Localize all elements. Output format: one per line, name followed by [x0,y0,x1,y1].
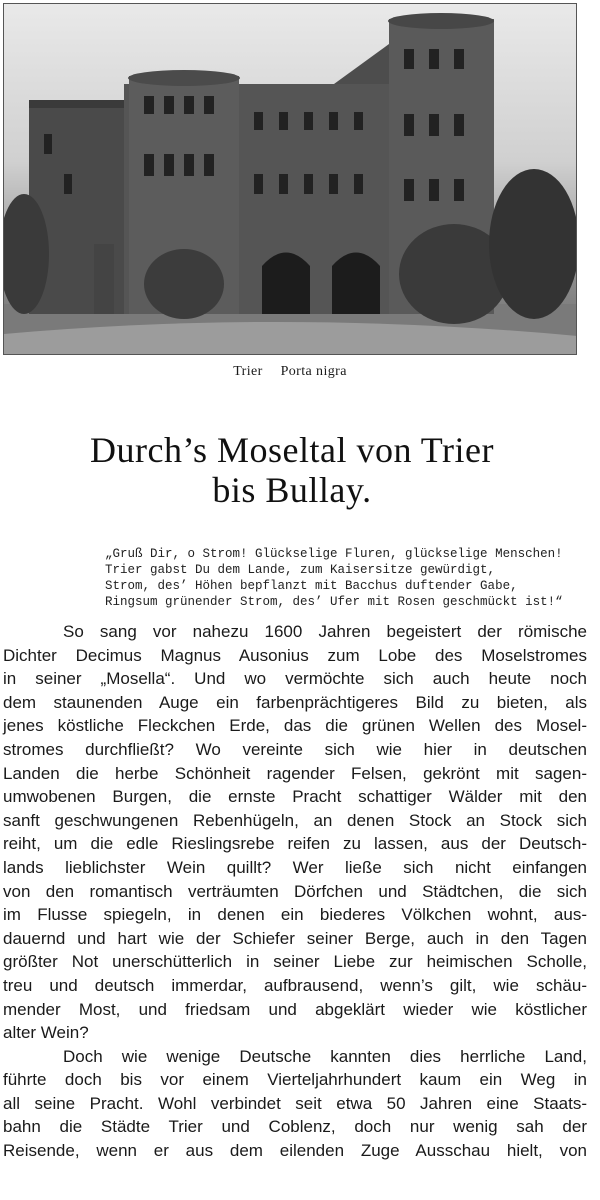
body-line: jenes köstliche Fleckchen Erde, das die grünen Wellen des Mosel- [3,716,587,736]
body-line: dem staunenden Auge ein farbenprächtigeres Bild zu bieten, als [3,692,587,712]
body-line: mender Most, und friedsam und abgeklärt wieder wie köstlicher [3,999,587,1019]
body-line: dauernd und hart wie der Schiefer seiner Berge, auch in den Tagen [3,928,587,948]
poem-line: Ringsum grünender Strom, des’ Ufer mit Rosen geschmückt ist!“ [105,595,563,609]
body-text [3,620,587,1163]
poem-line: „Gruß Dir, o Strom! Glückselige Fluren, glückselige Menschen! [105,547,563,561]
body-line: in seiner „Mosella“. Und wo vermöchte sich auch heute noch [3,669,587,689]
title-line: bis Bullay. [212,470,372,510]
body-line: So sang vor nahezu 1600 Jahren begeistert der römische [63,622,587,641]
caption-place: Trier [233,364,263,379]
body-line: Reisende, wenn er aus dem eilenden Zuge Ausschau hielt, von [3,1141,587,1161]
body-line: treu und deutsch immerdar, aufbrausend, wenn’s gilt, wie schäu- [3,975,587,995]
body-line: führte doch bis vor einem Vierteljahrhundert kaum ein Weg in [3,1070,587,1090]
body-line: umwobenen Burgen, die ernste Pracht schattiger Wälder mit den [3,787,587,807]
body-line: sanft geschwungenen Rebenhügeln, an denen Stock an Stock sich [3,810,587,830]
body-line: all seine Pracht. Wohl verbindet seit etwa 50 Jahren eine Staats- [3,1093,587,1113]
poem-line: Strom, des’ Höhen bepflanzt mit Bacchus duftender Gabe, [105,579,518,593]
body-line: bahn die Städte Trier und Coblenz, doch nur wenig sah der [3,1117,587,1137]
body-line: reiht, um die edle Rieslingsrebe reifen zu lassen, aus der Deutsch- [3,834,587,854]
body-line: Dichter Decimus Magnus Ausonius zum Lobe des Moselstromes [3,645,587,665]
poem-line: Trier gabst Du dem Lande, zum Kaisersitze gewürdigt, [105,563,496,577]
body-line: lands lieblichster Wein quillt? Wer ließe sich nicht einfangen [3,857,587,877]
body-line: stromes durchfließt? Wo vereinte sich wie hier in deutschen [3,739,587,759]
body-line: alter Wein? [3,1023,89,1043]
poem-quote [105,546,595,610]
caption-subject: Porta nigra [280,364,347,379]
porta-nigra-photo [3,3,577,355]
body-line: Doch wie wenige Deutsche kannten dies herrliche Land, [63,1046,587,1066]
page-title [0,430,584,510]
body-line: von den romantisch verträumten Dörfchen und Städtchen, die sich [3,881,587,901]
title-line: Durch’s Moseltal von Trier [90,430,494,470]
body-line: im Flusse spiegeln, in denen ein biederes Völkchen wohnt, aus- [3,905,587,925]
body-line: größter Not unerschütterlich in seiner Liebe zur heimischen Scholle, [3,952,587,972]
body-line: Landen die herbe Schönheit ragender Felsen, gekrönt mit sagen- [3,763,587,783]
photo-caption [0,364,580,380]
porta-nigra-illustration [4,4,577,355]
